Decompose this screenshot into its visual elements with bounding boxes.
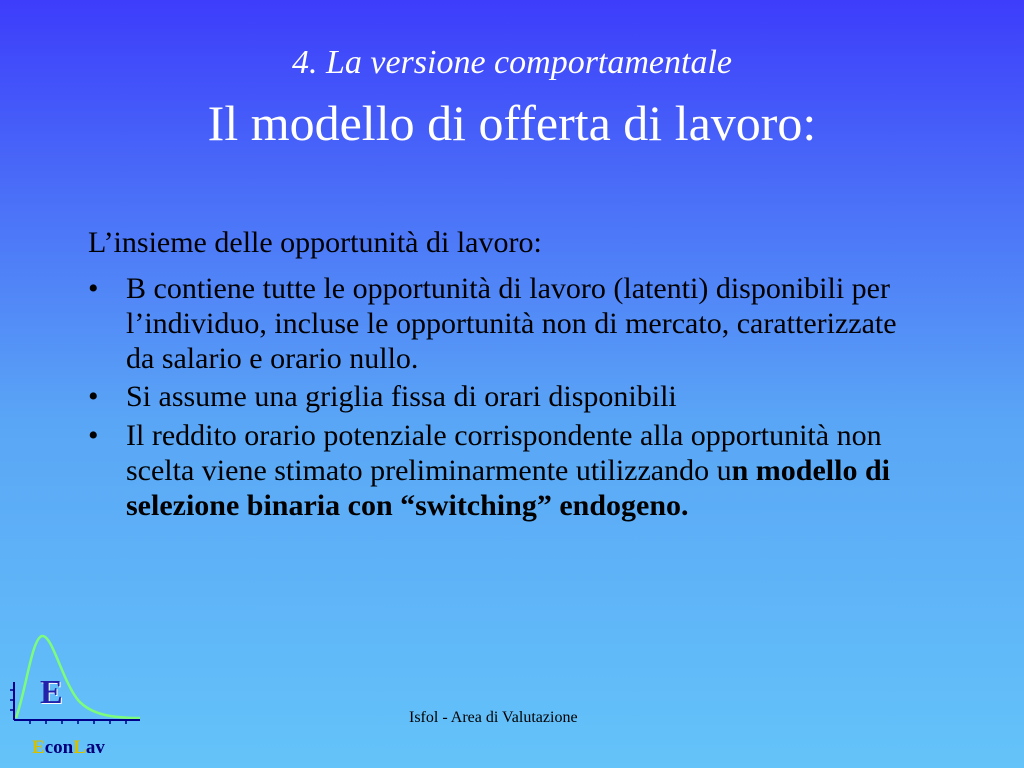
intro-text: L’insieme delle opportunità di lavoro:	[88, 226, 542, 259]
bullet-item	[88, 419, 928, 523]
slide-subtitle: 4. La versione comportamentale	[291, 44, 733, 81]
bullet-text: Si assume una griglia fissa di orari disponibili	[126, 380, 677, 414]
bullet-text: B contiene tutte le opportunità di lavoro (latenti) disponibili per l’individuo, incluse le opportunità non di mercato, caratterizzate da salario e orario nullo.	[126, 272, 897, 375]
bullet-marker: •	[88, 380, 99, 414]
bullet-list	[88, 272, 928, 528]
logo-name	[32, 737, 105, 759]
bullet-item	[88, 272, 928, 376]
logo-name-part: con	[44, 737, 74, 758]
distribution-curve-icon	[6, 630, 146, 734]
logo-name-part: E	[32, 737, 45, 758]
bullet-text: Il reddito orario potenziale corrispondente alla opportunità non scelta viene stimato preliminarmente utilizzando u	[126, 419, 882, 487]
bullet-marker: •	[88, 272, 99, 305]
bullet-marker: •	[88, 419, 99, 453]
footer-text: Isfol - Area di Valutazione	[409, 709, 578, 726]
bullet-item	[88, 380, 928, 415]
logo-name-part: av	[85, 737, 105, 758]
logo-name-part: L	[73, 737, 86, 758]
logo-letter: E	[40, 674, 63, 711]
bullet-bold-text: n modello di selezione binaria con “switching” endogeno.	[126, 453, 890, 522]
econlav-logo	[6, 630, 146, 768]
slide-title: Il modello di offerta di lavoro:	[207, 95, 817, 151]
